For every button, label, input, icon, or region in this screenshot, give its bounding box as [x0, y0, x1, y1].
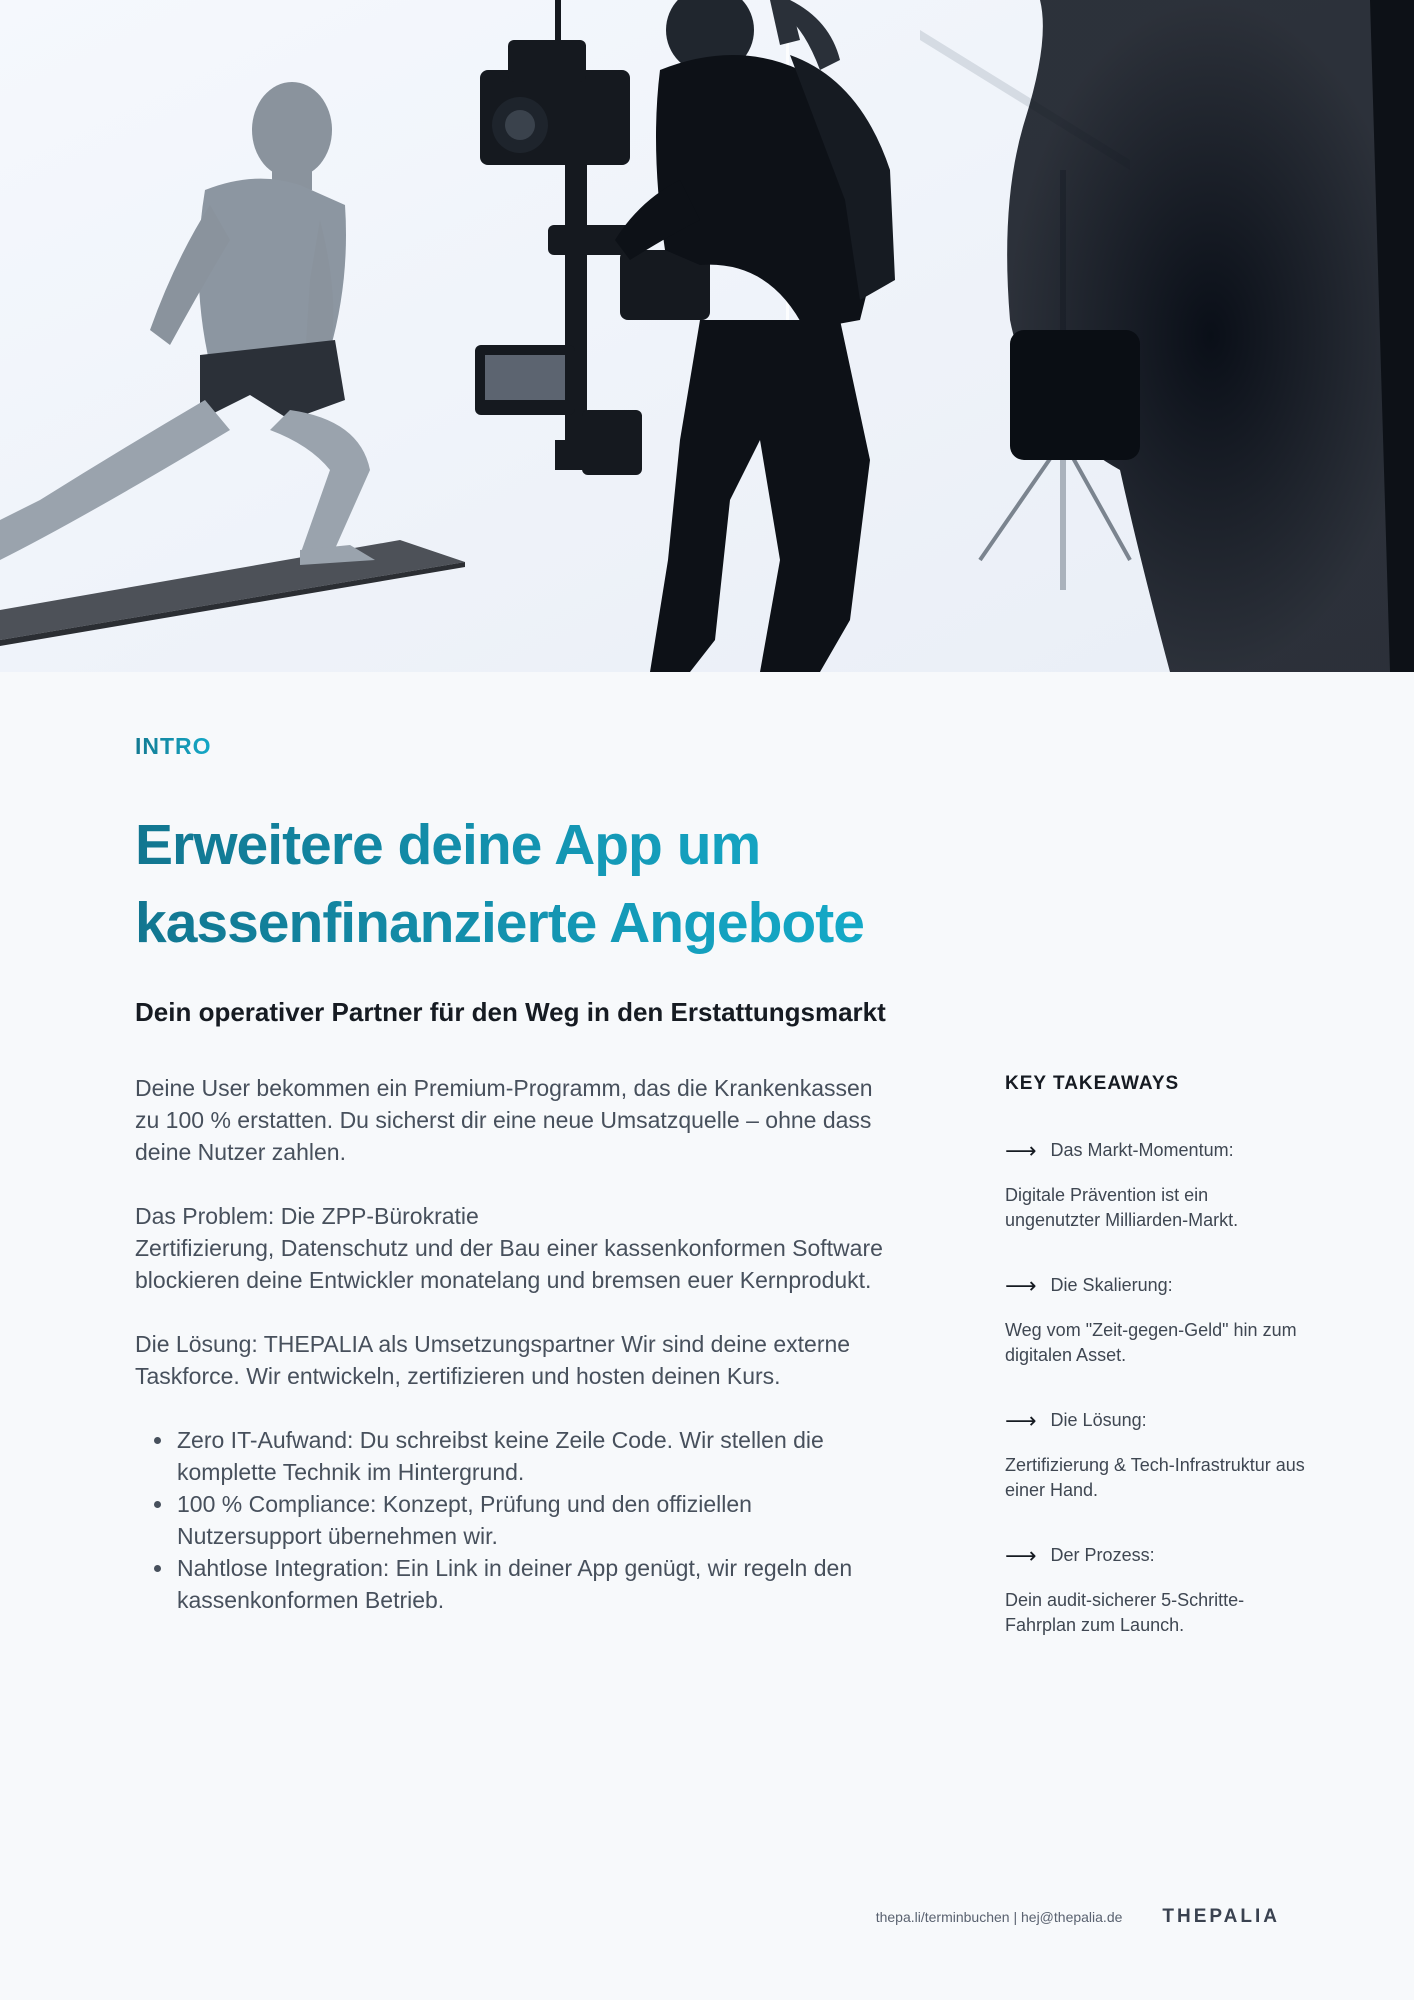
takeaway-title: Der Prozess: [1050, 1545, 1155, 1565]
page-title: Erweitere deine App um kassenfinanzierte Angebote [135, 806, 1135, 962]
takeaway-text: Zertifizierung & Tech-Infrastruktur aus einer Hand. [1005, 1455, 1305, 1500]
takeaway-title: Die Skalierung: [1050, 1275, 1173, 1295]
benefit-list [135, 1424, 895, 1616]
takeaway-title: Die Lösung: [1050, 1410, 1147, 1430]
body-paragraph: Deine User bekommen ein Premium-Programm, das die Krankenkassen zu 100 % erstatten. Du sicherst dir eine neue Umsatzquelle – ohne dass deine Nutzer zahlen. [135, 1075, 873, 1165]
takeaway-text: Digitale Prävention ist ein ungenutzter Milliarden-Markt. [1005, 1185, 1239, 1230]
email-link[interactable]: hej@thepalia.de [1021, 1909, 1123, 1925]
hero-photo [0, 0, 1414, 672]
key-takeaways-heading: KEY TAKEAWAYS [1005, 1073, 1180, 1094]
footer-separator: | [1009, 1909, 1021, 1925]
takeaway-item [1005, 1407, 1305, 1503]
page-subtitle: Dein operativer Partner für den Weg in den Erstattungsmarkt [135, 997, 886, 1027]
arrow-right-icon: ⟶ [1005, 1137, 1037, 1163]
footer [826, 1906, 1280, 1928]
takeaway-item [1005, 1272, 1305, 1368]
takeaway-item [1005, 1137, 1305, 1233]
arrow-right-icon: ⟶ [1005, 1542, 1037, 1568]
benefit-item: • Zero IT-Aufwand: Du schreibst keine Zeile Code. Wir stellen die komplette Technik im Hintergrund. [175, 1424, 895, 1488]
body-copy [135, 1072, 895, 1616]
benefit-item: • Nahtlose Integration: Ein Link in deiner App genügt, wir regeln den kassenkonformen Betrieb. [175, 1552, 895, 1616]
arrow-right-icon: ⟶ [1005, 1272, 1037, 1298]
section-eyebrow: INTRO [135, 733, 212, 759]
benefit-item: • 100 % Compliance: Konzept, Prüfung und den offiziellen Nutzersupport übernehmen wir. [175, 1488, 895, 1552]
takeaway-text: Weg vom "Zeit-gegen-Geld" hin zum digitalen Asset. [1005, 1320, 1297, 1365]
brand-logo: THEPALIA [1162, 1906, 1280, 1927]
takeaway-title: Das Markt-Momentum: [1050, 1140, 1234, 1160]
takeaway-text: Dein audit-sicherer 5-Schritte-Fahrplan zum Launch. [1005, 1590, 1245, 1635]
body-paragraph: Das Problem: Die ZPP-Bürokratie Zertifizierung, Datenschutz und der Bau einer kassenkonformen Software blockieren deine Entwickler monatelang und bremsen euer Kernprodukt. [135, 1203, 883, 1293]
body-paragraph: Die Lösung: THEPALIA als Umsetzungspartner Wir sind deine externe Taskforce. Wir entwickeln, zertifizieren und hosten deinen Kurs. [135, 1331, 851, 1389]
key-takeaways [1005, 1073, 1305, 1680]
takeaway-item [1005, 1542, 1305, 1638]
arrow-right-icon: ⟶ [1005, 1407, 1037, 1433]
booking-link[interactable]: thepa.li/terminbuchen [875, 1909, 1010, 1925]
